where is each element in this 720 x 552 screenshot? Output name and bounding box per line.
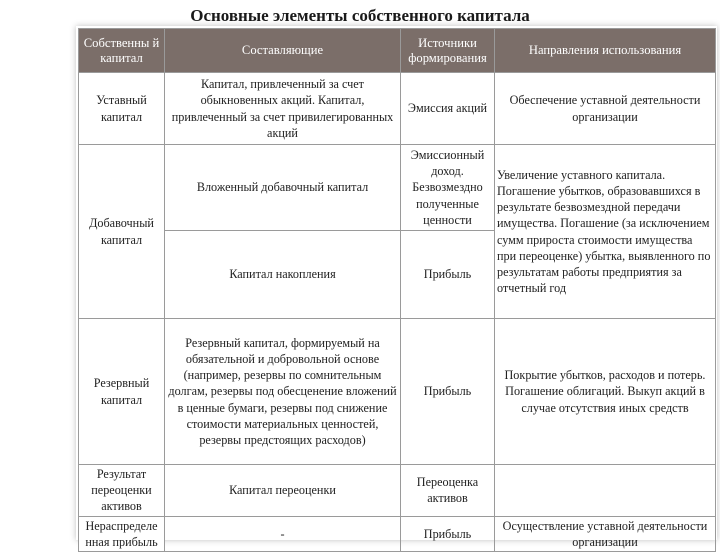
table-row-dobavochny-1: [79, 145, 716, 231]
cell-name: Добавочный капитал: [79, 145, 165, 319]
header-row: [79, 29, 716, 73]
table-row-pereocenka: [79, 465, 716, 517]
header-usage: Направления использования: [495, 29, 716, 73]
cell-components: Капитал переоценки: [165, 465, 401, 517]
cell-components: Резервный капитал, формируемый на обязательной и добровольной основе (например, резервы по сомнительным долгам, резервы под обесценение вложений в ценные бумаги, резервы под снижение стоимости материальных ценностей, резервы предстоящих расходов): [165, 319, 401, 465]
cell-source: Прибыль: [401, 516, 495, 551]
cell-components: Вложенный добавочный капитал: [165, 145, 401, 231]
equity-table: [78, 28, 716, 552]
header-sources: Источники формирования: [401, 29, 495, 73]
cell-usage: Осуществление уставной деятельности организации: [495, 516, 716, 551]
cell-usage: Покрытие убытков, расходов и потерь. Погашение облигаций. Выкуп акций в случае отсутствия иных средств: [495, 319, 716, 465]
cell-source: Прибыль: [401, 319, 495, 465]
cell-source: Прибыль: [401, 231, 495, 319]
cell-usage: Увеличение уставного капитала. Погашение убытков, образовавшихся в результате безвозмездной передачи имущества. Погашение (за исключением сумм прироста стоимости имущества при переоценке) убытка, выявленного по результатам работы предприятия за отчетный год: [495, 145, 716, 319]
cell-name: Результат переоценки активов: [79, 465, 165, 517]
cell-source: Эмиссионный доход. Безвозмездно полученные ценности: [401, 145, 495, 231]
cell-usage: Обеспечение уставной деятельности организации: [495, 73, 716, 145]
cell-source: Эмиссия акций: [401, 73, 495, 145]
cell-name: Резервный капитал: [79, 319, 165, 465]
cell-source: Переоценка активов: [401, 465, 495, 517]
cell-components: Капитал, привлеченный за счет обыкновенных акций. Капитал, привлеченный за счет привилегированных акций: [165, 73, 401, 145]
table-row-rezervny: [79, 319, 716, 465]
table-row-neraspred: [79, 516, 716, 551]
cell-components: Капитал накопления: [165, 231, 401, 319]
cell-usage: [495, 465, 716, 517]
cell-name: Нераспределе нная прибыль: [79, 516, 165, 551]
cell-components: -: [165, 516, 401, 551]
header-components: Составляющие: [165, 29, 401, 73]
table-row-ustavny: [79, 73, 716, 145]
cell-name: Уставный капитал: [79, 73, 165, 145]
header-equity: Собственны й капитал: [79, 29, 165, 73]
page-title: Основные элементы собственного капитала: [190, 6, 530, 25]
